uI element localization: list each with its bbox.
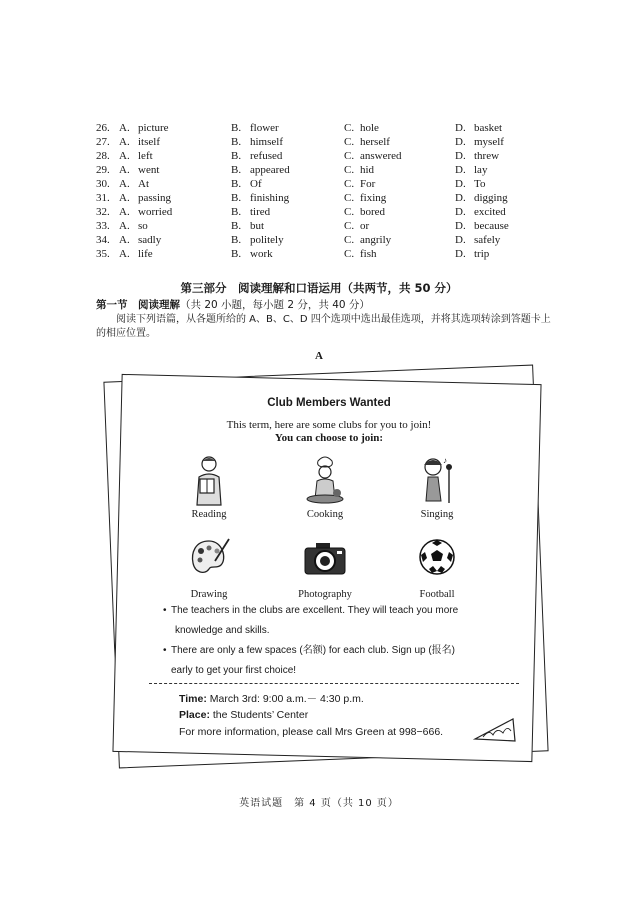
cooking-icon [303,455,347,507]
option-text: At [138,178,149,190]
bullet-dot-icon: • [163,645,167,656]
option-letter: B. [231,178,242,190]
option-letter: C. [344,192,355,204]
more-info: For more information, please call Mrs Green at 998−666. [179,726,444,738]
option-text: or [360,220,370,232]
club-label-photography: Photography [298,589,352,600]
question-number: 35. [96,248,110,260]
svg-text:♪: ♪ [443,456,447,465]
bullet-spaces-line2: early to get your first choice! [171,665,297,676]
option-text: Of [250,178,262,190]
option-text: For [360,178,376,190]
club-label-drawing: Drawing [190,589,228,600]
option-letter: B. [231,206,242,218]
option-text: work [250,248,273,260]
option-text: politely [250,234,284,246]
option-letter: D. [455,136,466,148]
option-letter: D. [455,178,466,190]
option-text: picture [138,122,169,134]
option-text: passing [138,192,171,204]
singing-icon [415,455,459,507]
option-text: To [474,178,486,190]
option-text: but [250,220,265,232]
option-letter: D. [455,220,466,232]
time-value: March 3rd: 9:00 a.m.－ 4:30 p.m. [206,693,364,705]
option-letter: A. [119,248,130,260]
option-text: appeared [250,164,290,176]
question-number: 34. [96,234,110,246]
option-letter: A. [119,122,130,134]
reading-instruction: 阅读下列语篇，从各题所给的 A、B、C、D 四个选项中选出最佳选项，并将其选项转涂到答题卡上的相应位置。 [96,314,551,339]
option-text: safely [474,234,501,246]
option-text: himself [250,136,283,148]
folded-corner-scribble-icon [473,715,517,743]
option-text: excited [474,206,506,218]
question-number: 26. [96,122,110,134]
option-letter: C. [344,220,355,232]
option-letter: D. [455,234,466,246]
option-text: trip [474,248,490,260]
dashed-divider [149,683,519,684]
time-label: Time: [179,693,207,705]
club-label-singing: Singing [420,509,454,520]
question-number: 27. [96,136,110,148]
place-value: the Students’ Center [209,709,309,721]
option-letter: D. [455,150,466,162]
option-text: digging [474,192,508,204]
option-text: hole [360,122,379,134]
question-number: 32. [96,206,110,218]
option-letter: A. [119,234,130,246]
section1-note: （共 20 小题，每小题 2 分，共 40 分） [180,299,370,311]
club-cooking [275,455,375,520]
option-letter: A. [119,192,130,204]
option-text: fish [360,248,377,260]
bullet-spaces [163,641,511,681]
option-text: because [474,220,509,232]
option-letter: B. [231,150,242,162]
part3-title: 第三部分 阅读理解和口语运用（共两节，共 50 分） [180,281,458,295]
option-letter: C. [344,234,355,246]
event-place [179,709,308,721]
option-text: threw [474,150,500,162]
place-label: Place: [179,709,210,721]
option-text: angrily [360,234,392,246]
passage-letter: A [315,350,323,362]
bullet-teachers [163,601,511,641]
option-text: tired [250,206,271,218]
option-text: left [138,150,153,162]
bullet-spaces-line1: There are only a few spaces (名额) for each club. Sign up (报名) [171,645,456,656]
bullet-dot-icon: • [163,605,167,616]
club-poster [105,365,547,765]
option-letter: C. [344,122,355,134]
option-letter: D. [455,248,466,260]
option-letter: A. [119,136,130,148]
option-letter: B. [231,122,242,134]
option-text: herself [360,136,390,148]
bullet-teachers-line1: The teachers in the clubs are excellent. They will teach you more [171,605,459,616]
option-text: answered [360,150,402,162]
option-text: so [138,220,148,232]
option-text: itself [138,136,160,148]
reading-icon [187,455,231,507]
option-letter: C. [344,206,355,218]
option-text: went [138,164,160,176]
club-football [387,535,487,600]
option-letter: D. [455,164,466,176]
question-number: 29. [96,164,110,176]
option-text: life [138,248,153,260]
bullet-teachers-line2: knowledge and skills. [175,625,270,636]
option-text: basket [474,122,503,134]
club-photography [275,535,375,600]
question-number: 31. [96,192,110,204]
option-text: lay [474,164,488,176]
option-text: bored [360,206,386,218]
option-letter: A. [119,164,130,176]
club-label-reading: Reading [191,509,227,520]
club-drawing [159,535,259,600]
event-time [179,691,364,706]
camera-icon [302,535,348,579]
option-text: myself [474,136,504,148]
option-text: flower [250,122,279,134]
section1-title [96,297,370,312]
option-letter: B. [231,234,242,246]
option-letter: C. [344,178,355,190]
option-letter: A. [119,220,130,232]
option-text: sadly [138,234,162,246]
option-text: finishing [250,192,290,204]
option-letter: B. [231,248,242,260]
option-letter: C. [344,150,355,162]
palette-icon [187,535,231,579]
option-letter: B. [231,192,242,204]
football-icon [415,535,459,579]
option-letter: B. [231,164,242,176]
poster-content [129,385,529,745]
option-text: fixing [360,192,387,204]
option-text: refused [250,150,283,162]
poster-subtitle: This term, here are some clubs for you to join! [226,419,432,431]
question-number: 33. [96,220,110,232]
option-letter: A. [119,206,130,218]
option-letter: B. [231,220,242,232]
question-number: 30. [96,178,110,190]
club-singing [387,455,487,520]
option-letter: D. [455,206,466,218]
option-text: hid [360,164,375,176]
page-footer: 英语试题 第 4 页（共 10 页） [239,798,399,809]
option-letter: A. [119,178,130,190]
option-letter: C. [344,164,355,176]
club-reading [159,455,259,520]
poster-subtitle-choose: You can choose to join: [274,432,384,444]
question-number: 28. [96,150,110,162]
option-letter: A. [119,150,130,162]
club-label-football: Football [419,589,455,600]
section1-name: 第一节 阅读理解 [96,299,180,311]
option-letter: D. [455,122,466,134]
option-letter: B. [231,136,242,148]
poster-title: Club Members Wanted [267,397,391,409]
option-letter: D. [455,192,466,204]
option-letter: C. [344,248,355,260]
option-letter: C. [344,136,355,148]
option-text: worried [138,206,173,218]
club-label-cooking: Cooking [306,509,344,520]
